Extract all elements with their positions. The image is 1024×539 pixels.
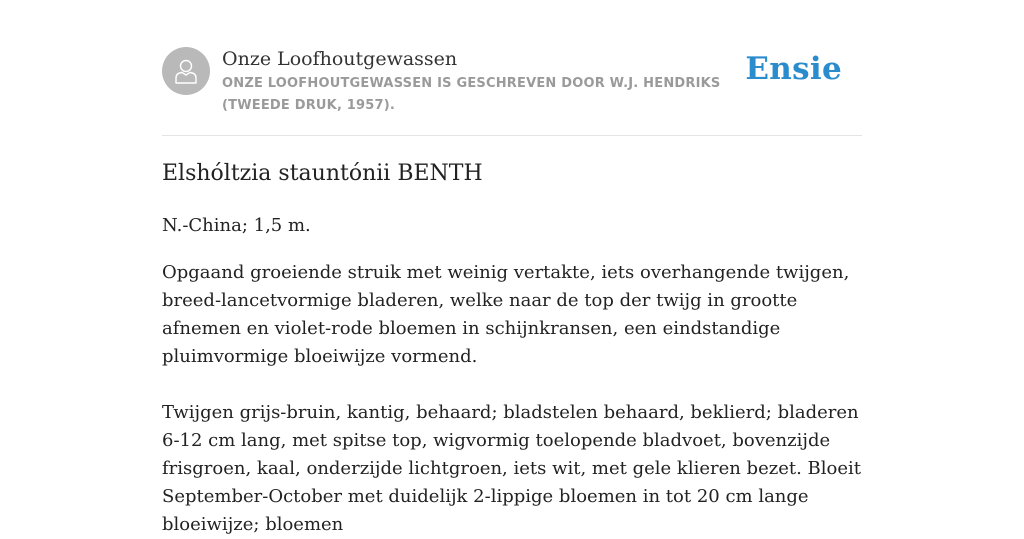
entry-title: Elshóltzia stauntónii BENTH — [162, 161, 483, 186]
divider — [162, 135, 862, 136]
user-icon — [174, 58, 198, 84]
avatar[interactable] — [162, 47, 210, 95]
entry-paragraph-details: Twijgen grijs-bruin, kantig, behaard; bladstelen behaard, beklierd; bladeren 6-12 cm lang, met spitse top, wigvormig toelopende bladvoet, bovenzijde frisgroen, kaal, onderzijde lichtgroen, iets wit, met gele klieren bezet. Bloeit September-October met duidelijk 2-lippige bloemen in tot 20 cm lange bloeiwijze; bloemen — [162, 402, 862, 535]
source-header — [162, 47, 862, 117]
entry-paragraph-description: Opgaand groeiende struik met weinig vertakte, iets overhangende twijgen, breed-lancetvormige bladeren, welke naar de top der twijg in grootte afnemen en violet-rode bloemen in schijnkransen, een eindstandige pluimvormige bloeiwijze vormend. — [162, 262, 850, 367]
entry-paragraph-origin: N.-China; 1,5 m. — [162, 215, 311, 236]
brand-logo[interactable]: Ensie — [745, 51, 842, 87]
source-description: ONZE LOOFHOUTGEWASSEN IS GESCHREVEN DOOR W.J. HENDRIKS (TWEEDE DRUK, 1957). — [222, 76, 721, 113]
source-title[interactable]: Onze Loofhoutgewassen — [222, 48, 458, 70]
